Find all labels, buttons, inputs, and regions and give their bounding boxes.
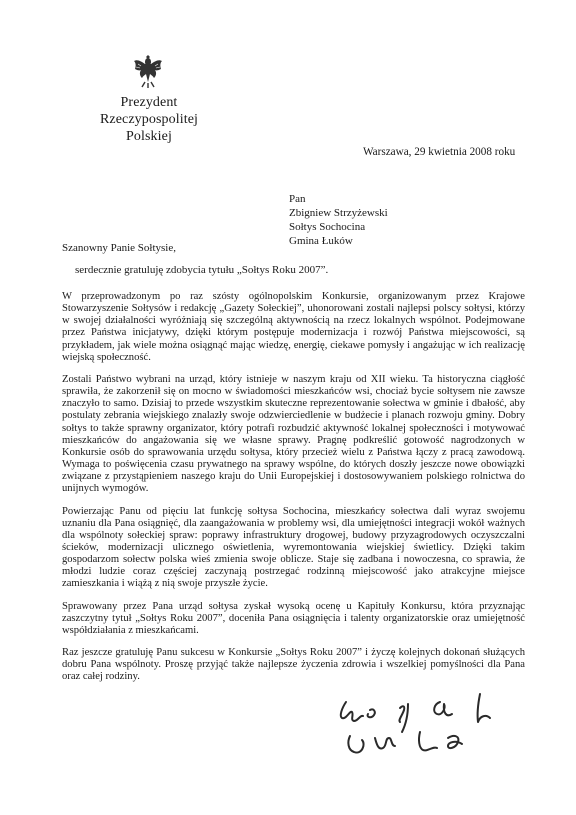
body-paragraph-3: Powierzając Panu od pięciu lat funkcję sołtysa Sochocina, mieszkańcy sołectwa dali wyraz swojemu uznaniu dla Pana osiągnięć, dla zaangażowania w problemy wsi, dla umiejętności integracji wokół ważnych dla wspólnoty sołeckiej spraw: poprawy infrastruktury drogowej, budowy przyzagrodowych oczyszczalni ścieków, modernizacji ulicznego oświetlenia, wyremontowania wiejskiej świetlicy. Dzięki takim gospodarzom sołectw polska wieś zmienia swoje oblicze. Staje się zadbana i nowoczesna, co sprawia, że młodzi ludzie coraz częściej zaczynają postrzegać rodzinną miejscowość jako atrakcyjne miejsce zamieszkania i wiążą z nią swoje przyszłe życie. — [62, 505, 525, 590]
body-paragraph-4: Sprawowany przez Pana urząd sołtysa zyskał wysoką ocenę u Kapituły Konkursu, która przyznając zaszczytny tytuł „Sołtys Roku 2007”, doceniła Pana osiągnięcia i talenty organizatorskie oraz umiejętność współdziałania z mieszkańcami. — [62, 600, 525, 636]
body-paragraph-5: Raz jeszcze gratuluję Panu sukcesu w Konkursie „Sołtys Roku 2007” i życzę kolejnych dokonań służących dobru Pana wspólnoty. Proszę przyjąć także najlepsze życzenia zdrowia i wszelkiej pomyślności dla Pana oraz całej rodziny. — [62, 647, 525, 683]
recipient-name: Zbigniew Strzyżewski — [289, 207, 388, 219]
recipient-block — [289, 192, 388, 248]
recipient-role: Sołtys Sochocina — [289, 221, 366, 233]
recipient-title: Pan — [289, 193, 306, 205]
congratulation-line: serdecznie gratuluję zdobycia tytułu „Sołtys Roku 2007”. — [75, 264, 329, 276]
letter-date: Warszawa, 29 kwietnia 2008 roku — [363, 146, 516, 158]
salutation: Szanowny Panie Sołtysie, — [62, 242, 176, 254]
letterhead — [90, 94, 208, 145]
recipient-commune: Gmina Łuków — [289, 235, 353, 247]
letterhead-line-1: Prezydent — [120, 95, 178, 110]
letterhead-line-2: Rzeczypospolitej Polskiej — [99, 112, 198, 144]
eagle-emblem-icon — [133, 52, 163, 90]
handwritten-signature — [330, 688, 540, 768]
letter-body — [62, 291, 525, 694]
body-paragraph-1: W przeprowadzonym po raz szósty ogólnopolskim Konkursie, organizowanym przez Krajowe Stowarzyszenie Sołtysów i redakcję „Gazety Sołeckiej”, uhonorowani zostali najlepsi polscy sołtysi, którzy w swojej działalności wyróżniają się szczególną aktywnością na rzecz lokalnych wspólnot. Podejmowane przez Państwa inicjatywy, dzięki którym postępuje modernizacja i rozwój Państwa miejscowości, są przykładem, jak wiele można osiągnąć mając wiedzę, energię, ciekawe pomysły i angażując w ich realizację wiejską społeczność. — [62, 291, 525, 363]
body-paragraph-2: Zostali Państwo wybrani na urząd, który istnieje w naszym kraju od XII wieku. Ta historyczna ciągłość sprawiła, że zakorzenił się on mocno w świadomości mieszkańców wsi, chociaż bycie sołtysem nie zawsze znaczyło to samo. Dzisiaj to przede wszystkim skuteczne reprezentowanie sołectwa w gminie i dbałość, aby postulaty zebrania wiejskiego znalazły swoje odzwierciedlenie w budżecie i planach rozwoju gminy. Dobry sołtys to także sprawny organizator, który potrafi rozbudzić aktywność lokalnej społeczności i motywować mieszkańców do angażowania się we własne sprawy. Pragnę podkreślić gotowość nagrodzonych w Konkursie osób do sprawowania urzędu sołtysa, który przecież wielu z Państwa łączy z pracą zawodową. Wymaga to poświęcenia czasu prywatnego na sprawy wspólne, do których doszły jeszcze nowe obowiązki związane z przystąpieniem naszego kraju do Unii Europejskiej i dostosowywaniem polskiego rolnictwa do unijnych wymogów. — [62, 373, 525, 495]
